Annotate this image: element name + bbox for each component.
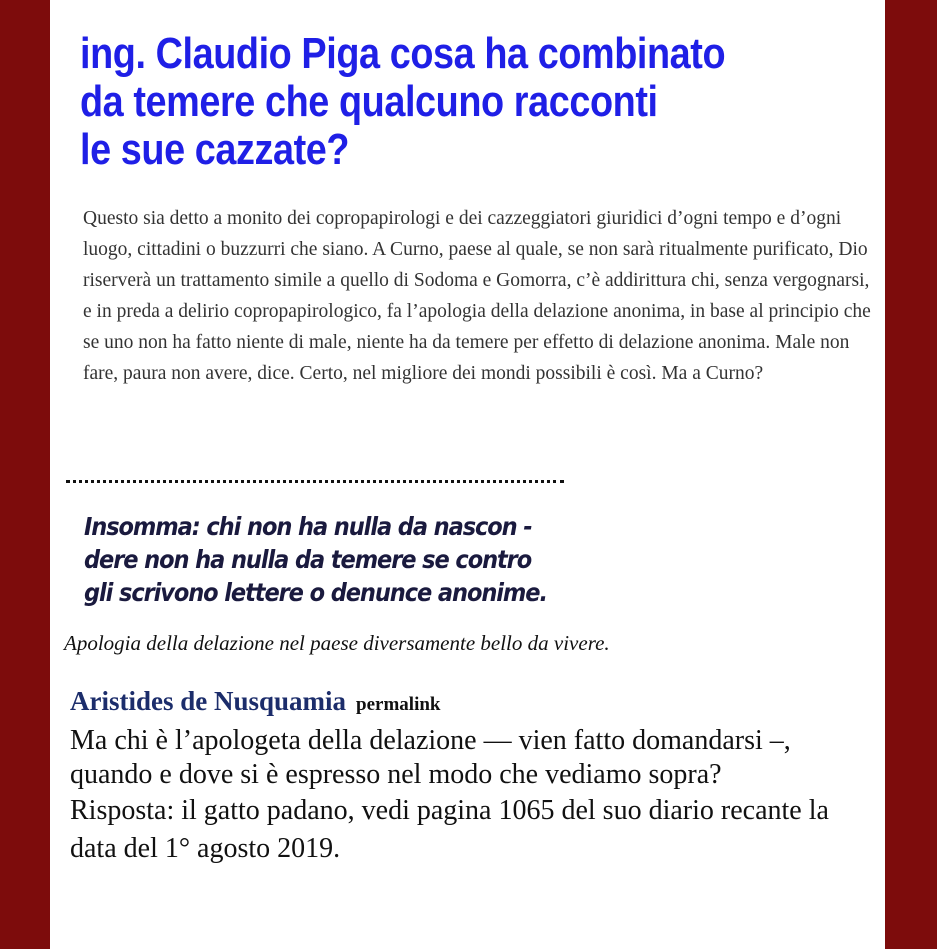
summary-line: Insomma: chi non ha nulla da nascon - bbox=[84, 512, 532, 541]
summary-text bbox=[84, 510, 552, 609]
comment-answer: Risposta: il gatto padano, vedi pagina 1065 del suo diario recante la data del 1° agosto 2019. bbox=[70, 795, 829, 864]
headline-line: ing. Claudio Piga cosa ha combinato bbox=[80, 29, 726, 78]
summary-line: dere non ha nulla da temere se contro bbox=[84, 545, 532, 574]
quoted-paragraph: Questo sia detto a monito dei copropapirologi e dei cazzeggiatori giuridici d’ogni tempo e d’ogni luogo, cittadini o buzzurri che siano. A Curno, paese al quale, se non sarà ritualmente purificato, Dio riserverà un trattamento simile a quello di Sodoma e Gomorra, c’è addirittura chi, senza vergognarsi, e in preda a delirio copropapirologico, fa l’apologia della delazione anonima, in base al principio che se uno non ha fatto niente di male, niente ha da temere per effetto di delazione anonima. Male non fare, paura non avere, dice. Certo, nel migliore dei mondi possibili è così. Ma a Curno? bbox=[83, 208, 871, 384]
dotted-divider bbox=[66, 480, 564, 483]
headline-line: da temere che qualcuno racconti bbox=[80, 77, 658, 126]
summary-line: gli scrivono lettere o denunce anonime. bbox=[84, 578, 547, 607]
comment-author: Aristides de Nusquamia bbox=[70, 686, 347, 716]
headline-line: le sue cazzate? bbox=[80, 125, 350, 174]
permalink-link[interactable]: permalink bbox=[356, 694, 441, 715]
comment-header bbox=[70, 686, 441, 717]
headline bbox=[80, 30, 768, 174]
comment-body bbox=[70, 724, 870, 868]
caption: Apologia della delazione nel paese diversamente bello da vivere. bbox=[64, 631, 610, 655]
comment-question: Ma chi è l’apologeta della delazione — vien fatto domandarsi –, quando e dove si è espresso nel modo che vediamo sopra? bbox=[70, 725, 791, 790]
